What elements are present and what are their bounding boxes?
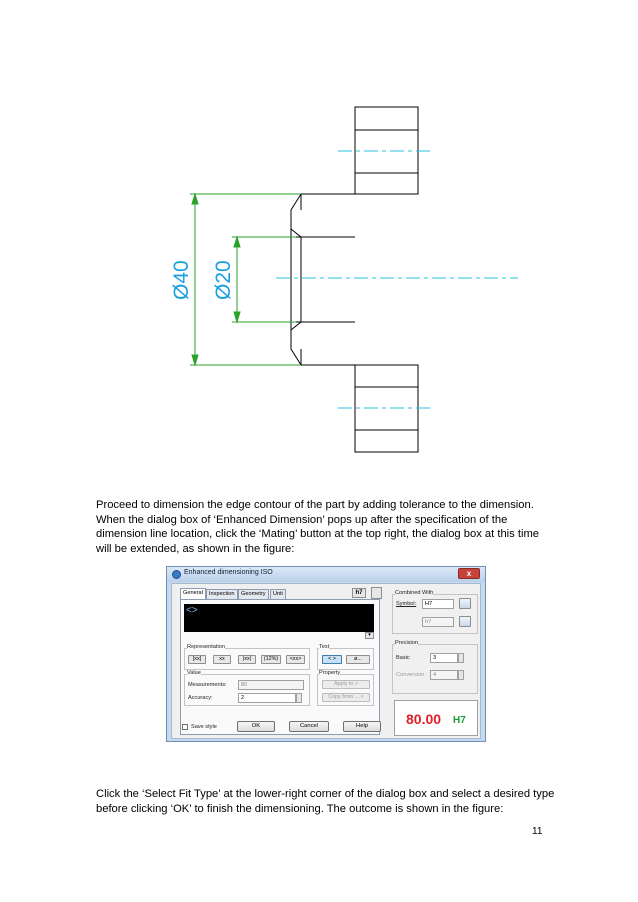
value-label: Value bbox=[187, 670, 201, 676]
app-icon bbox=[172, 570, 181, 579]
measurements-label: Measurements: bbox=[188, 682, 227, 688]
instruction-paragraph-1: Proceed to dimension the edge contour of the part by adding tolerance to the dimension. When the dialog box of ‘Enhanced Dimension’ pops up after the specification of the dimension line location, click the ‘Mating’ button at the top right, the dialog box at this time will be extended, as shown in the figure: bbox=[96, 499, 539, 555]
text-button-diameter[interactable]: ø... bbox=[346, 655, 370, 664]
dim-inner-label: Ø20 bbox=[212, 260, 235, 300]
instruction-paragraph-2: Click the ‘Select Fit Type’ at the lower-right corner of the dialog box and select a desired type before clicking ‘OK’ to finish the dimensioning. The outcome is shown in the figure: bbox=[96, 788, 555, 815]
dimension-preview bbox=[394, 700, 478, 736]
tab-inspection[interactable]: Inspection bbox=[206, 589, 238, 599]
dimension-text-value: <> bbox=[186, 605, 198, 616]
repr-button-box[interactable]: |xx| bbox=[238, 655, 256, 664]
cancel-button[interactable]: Cancel bbox=[289, 721, 329, 732]
dimension-text-field[interactable] bbox=[184, 604, 374, 632]
repr-button-underline[interactable]: xx bbox=[213, 655, 231, 664]
copy-from-button[interactable]: Copy from ... < bbox=[322, 693, 370, 702]
repr-button-reference[interactable]: <xx> bbox=[286, 655, 305, 664]
mating-button[interactable]: h7 bbox=[352, 588, 366, 598]
chevron-down-icon[interactable]: ▾ bbox=[365, 632, 374, 639]
text-button-angle[interactable]: < > bbox=[322, 655, 342, 664]
dim-outer-label: Ø40 bbox=[170, 260, 193, 300]
accuracy-field[interactable]: 2 bbox=[238, 693, 296, 703]
ok-button[interactable]: OK bbox=[237, 721, 275, 732]
save-style-checkbox[interactable] bbox=[182, 724, 188, 730]
centerlines bbox=[276, 151, 518, 408]
close-button[interactable]: x bbox=[458, 568, 480, 579]
precision-label: Precision bbox=[395, 640, 419, 646]
tab-geometry[interactable]: Geometry bbox=[238, 589, 269, 599]
basic-label: Basic bbox=[396, 655, 410, 661]
page-number: 11 bbox=[532, 826, 543, 837]
conversion-label: Conversion bbox=[396, 672, 425, 678]
conversion-precision-spinner[interactable] bbox=[458, 670, 464, 680]
dialog-title: Enhanced dimensioning ISO bbox=[184, 569, 273, 576]
conversion-precision-field[interactable]: 4 bbox=[430, 670, 458, 680]
property-label: Property bbox=[319, 670, 341, 676]
select-fit-type-icon[interactable] bbox=[459, 598, 471, 609]
save-style-label: Save style bbox=[191, 724, 217, 730]
accuracy-spinner[interactable] bbox=[296, 693, 302, 703]
basic-precision-spinner[interactable] bbox=[458, 653, 464, 663]
precision-group bbox=[392, 644, 478, 694]
symbol-field[interactable]: H7 bbox=[422, 599, 454, 609]
dialog-body bbox=[171, 583, 481, 739]
symbol-label: Symbol: bbox=[396, 601, 417, 607]
tab-general[interactable]: General bbox=[180, 588, 206, 599]
help-button[interactable]: Help bbox=[343, 721, 381, 732]
basic-precision-field[interactable]: 3 bbox=[430, 653, 458, 663]
tab-unit[interactable]: Unit bbox=[270, 589, 286, 599]
preview-fit: H7 bbox=[453, 715, 466, 726]
enhanced-dimensioning-dialog bbox=[166, 566, 486, 742]
dimension-lines bbox=[190, 194, 301, 365]
repr-button-basic[interactable]: [xx] bbox=[188, 655, 206, 664]
accuracy-label: Accuracy: bbox=[188, 695, 213, 701]
stack-icon[interactable] bbox=[371, 587, 382, 599]
representation-label: Representation bbox=[187, 644, 225, 650]
select-fit-type-icon-2[interactable] bbox=[459, 616, 471, 627]
preview-value: 80.00 bbox=[406, 711, 442, 727]
repr-button-percent[interactable]: (12%) bbox=[261, 655, 281, 664]
part-outline bbox=[291, 107, 418, 452]
measurements-field[interactable]: 80 bbox=[238, 680, 304, 690]
apply-to-button[interactable]: Apply to > bbox=[322, 680, 370, 689]
second-tolerance-field[interactable]: h7 bbox=[422, 617, 454, 627]
combined-with-label: Combined With bbox=[395, 590, 434, 596]
text-group-label: Text bbox=[319, 644, 330, 650]
dialog-titlebar bbox=[167, 567, 485, 582]
